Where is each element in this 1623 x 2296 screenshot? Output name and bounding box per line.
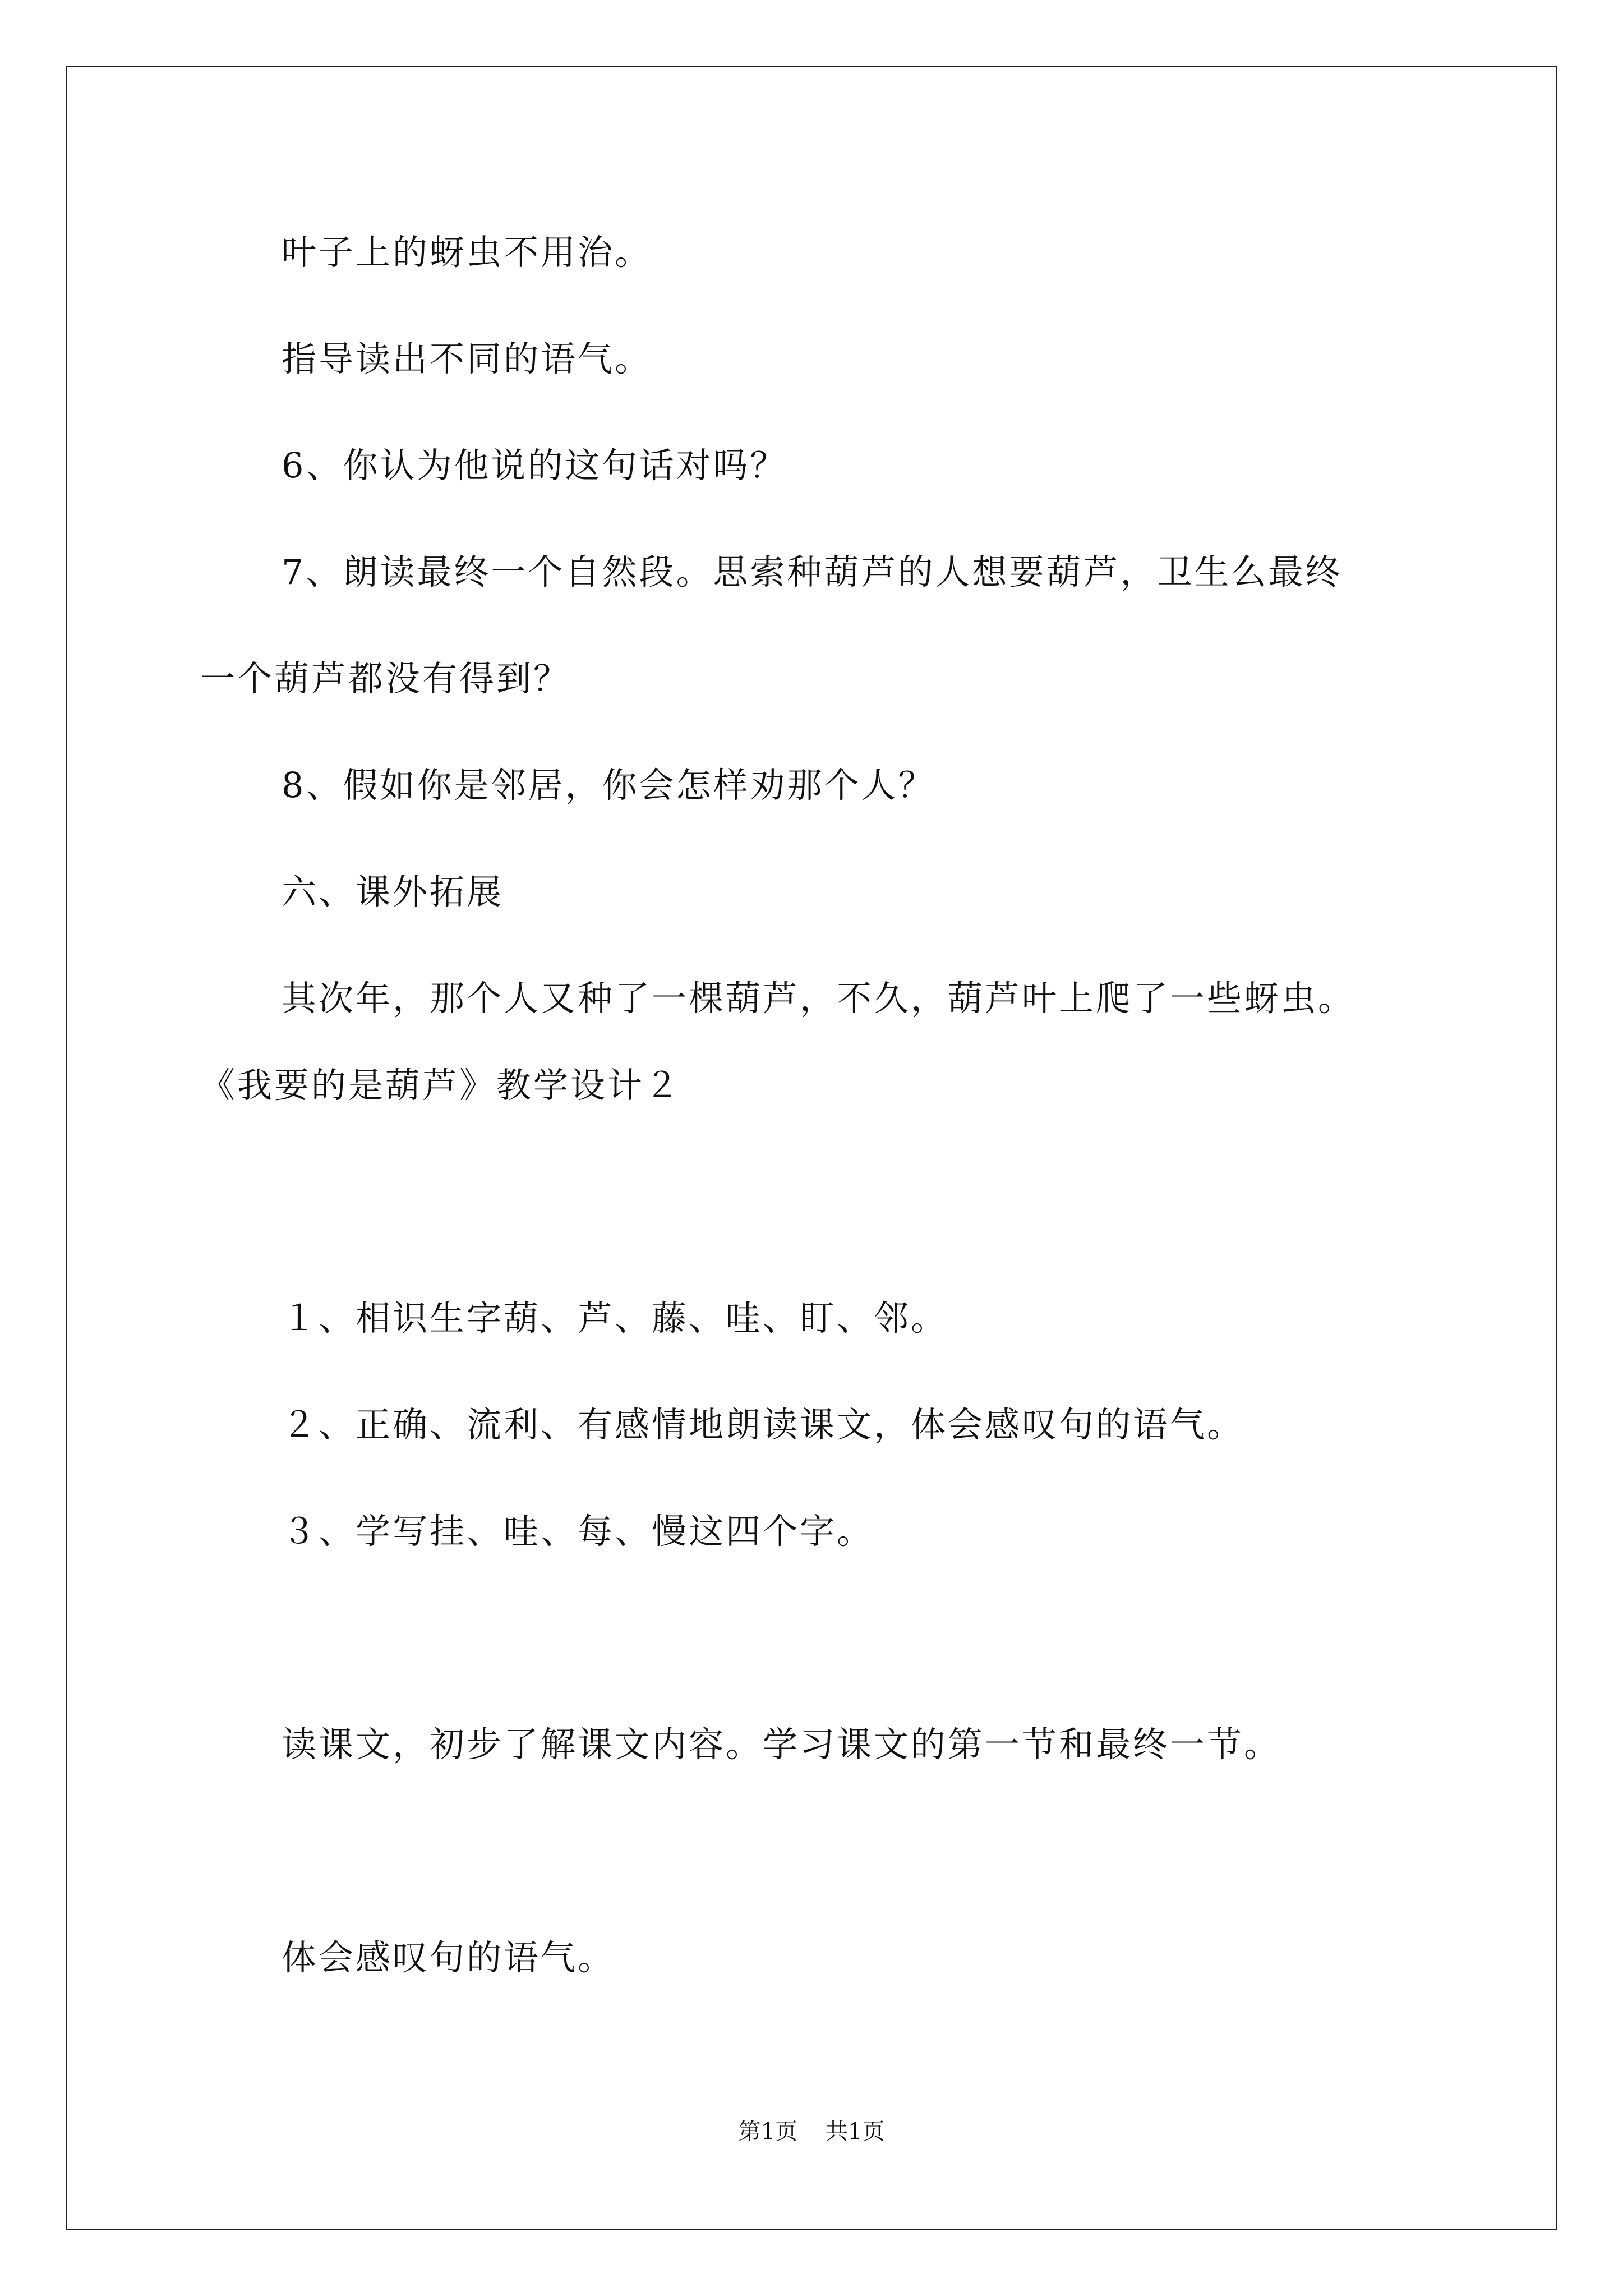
paragraph-line: 体会感叹句的语气。 [282, 1937, 615, 1978]
paragraph-line: 读课文，初步了解课文内容。学习课文的第一节和最终一节。 [282, 1724, 1281, 1765]
paragraph-line: 其次年，那个人又种了一棵葫芦，不久，葫芦叶上爬了一些蚜虫。 [282, 978, 1355, 1019]
page-number-current: 第1页 [738, 2119, 797, 2145]
list-item: ３、学写挂、哇、每、慢这四个字。 [282, 1511, 874, 1552]
paragraph-line: 指导读出不同的语气。 [282, 338, 652, 379]
page-number-total: 共1页 [826, 2119, 885, 2145]
section-heading: 六、课外拓展 [282, 871, 504, 912]
paragraph-line: 叶子上的蚜虫不用治。 [282, 232, 652, 273]
page-border [66, 66, 1557, 2230]
paragraph-line: 一个葫芦都没有得到？ [200, 658, 571, 699]
paragraph-line: 7、朗读最终一个自然段。思索种葫芦的人想要葫芦，卫生么最终 [282, 551, 1343, 592]
paragraph-line: 8、假如你是邻居，你会怎样劝那个人？ [282, 765, 935, 806]
list-item: ２、正确、流利、有感情地朗读课文，体会感叹句的语气。 [282, 1404, 1244, 1445]
document-title: 《我要的是葫芦》教学设计２ [200, 1065, 682, 1106]
paragraph-line: 6、你认为他说的这句话对吗？ [282, 445, 787, 486]
list-item: １、相识生字葫、芦、藤、哇、盯、邻。 [282, 1297, 948, 1338]
page-footer [0, 2118, 1623, 2146]
